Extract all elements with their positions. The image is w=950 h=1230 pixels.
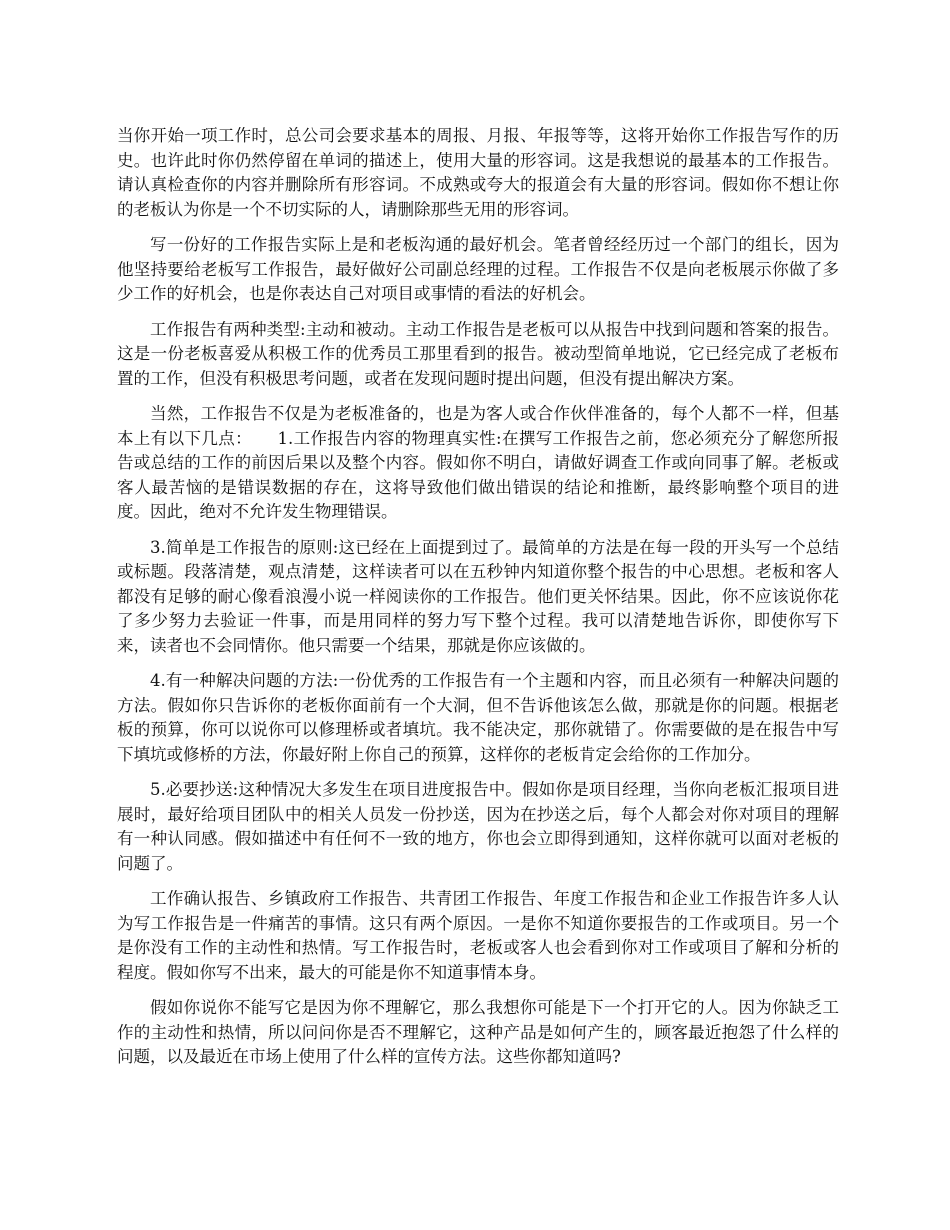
paragraph-9: 假如你说你不能写它是因为你不理解它，那么我想你可能是下一个打开它的人。因为你缺乏工作的主动性和热情，所以问问你是否不理解它，这种产品是如何产生的，顾客最近抱怨了什么样的问题，以及最近在市场上使用了什么样的宣传方法。这些你都知道吗? xyxy=(117,998,839,1066)
paragraph-5: 3.简单是工作报告的原则:这已经在上面提到过了。最简单的方法是在每一段的开头写一个总结或标题。段落清楚，观点清楚，这样读者可以在五秒钟内知道你整个报告的中心思想。老板和客人都没有足够的耐心像看浪漫小说一样阅读你的工作报告。他们更关怀结果。因此，你不应该说你花了多少努力去验证一件事，而是用同样的努力写下整个过程。我可以清楚地告诉你，即使你写下来，读者也不会同情你。他只需要一个结果，那就是你应该做的。 xyxy=(117,537,839,655)
paragraph-3: 工作报告有两种类型:主动和被动。主动工作报告是老板可以从报告中找到问题和答案的报告。这是一份老板喜爱从积极工作的优秀员工那里看到的报告。被动型简单地说，它已经完成了老板布置的工作，但没有积极思考问题，或者在发现问题时提出问题，但没有提出解决方案。 xyxy=(117,319,839,388)
paragraph-1: 当你开始一项工作时，总公司会要求基本的周报、月报、年报等等，这将开始你工作报告写作的历史。也许此时你仍然停留在单词的描述上，使用大量的形容词。这是我想说的最基本的工作报告。请认真检查你的内容并删除所有形容词。不成熟或夸大的报道会有大量的形容词。假如你不想让你的老板认为你是一个不切实际的人，请删除那些无用的形容词。 xyxy=(117,126,839,219)
paragraph-8: 工作确认报告、乡镇政府工作报告、共青团工作报告、年度工作报告和企业工作报告许多人认为写工作报告是一件痛苦的事情。这只有两个原因。一是你不知道你要报告的工作或项目。另一个是你没有工作的主动性和热情。写工作报告时，老板或客人也会看到你对工作或项目了解和分析的程度。假如你写不出来，最大的可能是你不知道事情本身。 xyxy=(117,889,839,982)
paragraph-4: 当然，工作报告不仅是为老板准备的，也是为客人或合作伙伴准备的，每个人都不一样，但基本上有以下几点： 1.工作报告内容的物理真实性:在撰写工作报告之前，您必须充分了解您所报告或总结的工作的前因后果以及整个内容。假如你不明白，请做好调查工作或向同事了解。老板或客人最苦恼的是错误数据的存在，这将导致他们做出错误的结论和推断，最终影响整个项目的进度。因此，绝对不允许发生物理错误。 xyxy=(117,404,839,521)
paragraph-6: 4.有一种解决问题的方法:一份优秀的工作报告有一个主题和内容，而且必须有一种解决问题的方法。假如你只告诉你的老板你面前有一个大洞，但不告诉他该怎么做，那就是你的问题。根据老板的预算，你可以说你可以修理桥或者填坑。我不能决定，那你就错了。你需要做的是在报告中写下填坑或修桥的方法，你最好附上你自己的预算，这样你的老板肯定会给你的工作加分。 xyxy=(117,671,839,764)
paragraph-2: 写一份好的工作报告实际上是和老板沟通的最好机会。笔者曾经经历过一个部门的组长，因为他坚持要给老板写工作报告，最好做好公司副总经理的过程。工作报告不仅是向老板展示你做了多少工作的好机会，也是你表达自己对项目或事情的看法的好机会。 xyxy=(117,235,839,303)
paragraph-7: 5.必要抄送:这种情况大多发生在项目进度报告中。假如你是项目经理，当你向老板汇报项目进展时，最好给项目团队中的相关人员发一份抄送，因为在抄送之后，每个人都会对你对项目的理解有一种认同感。假如描述中有任何不一致的地方，你也会立即得到通知，这样你就可以面对老板的问题了。 xyxy=(117,780,839,873)
document-body xyxy=(117,124,839,1081)
